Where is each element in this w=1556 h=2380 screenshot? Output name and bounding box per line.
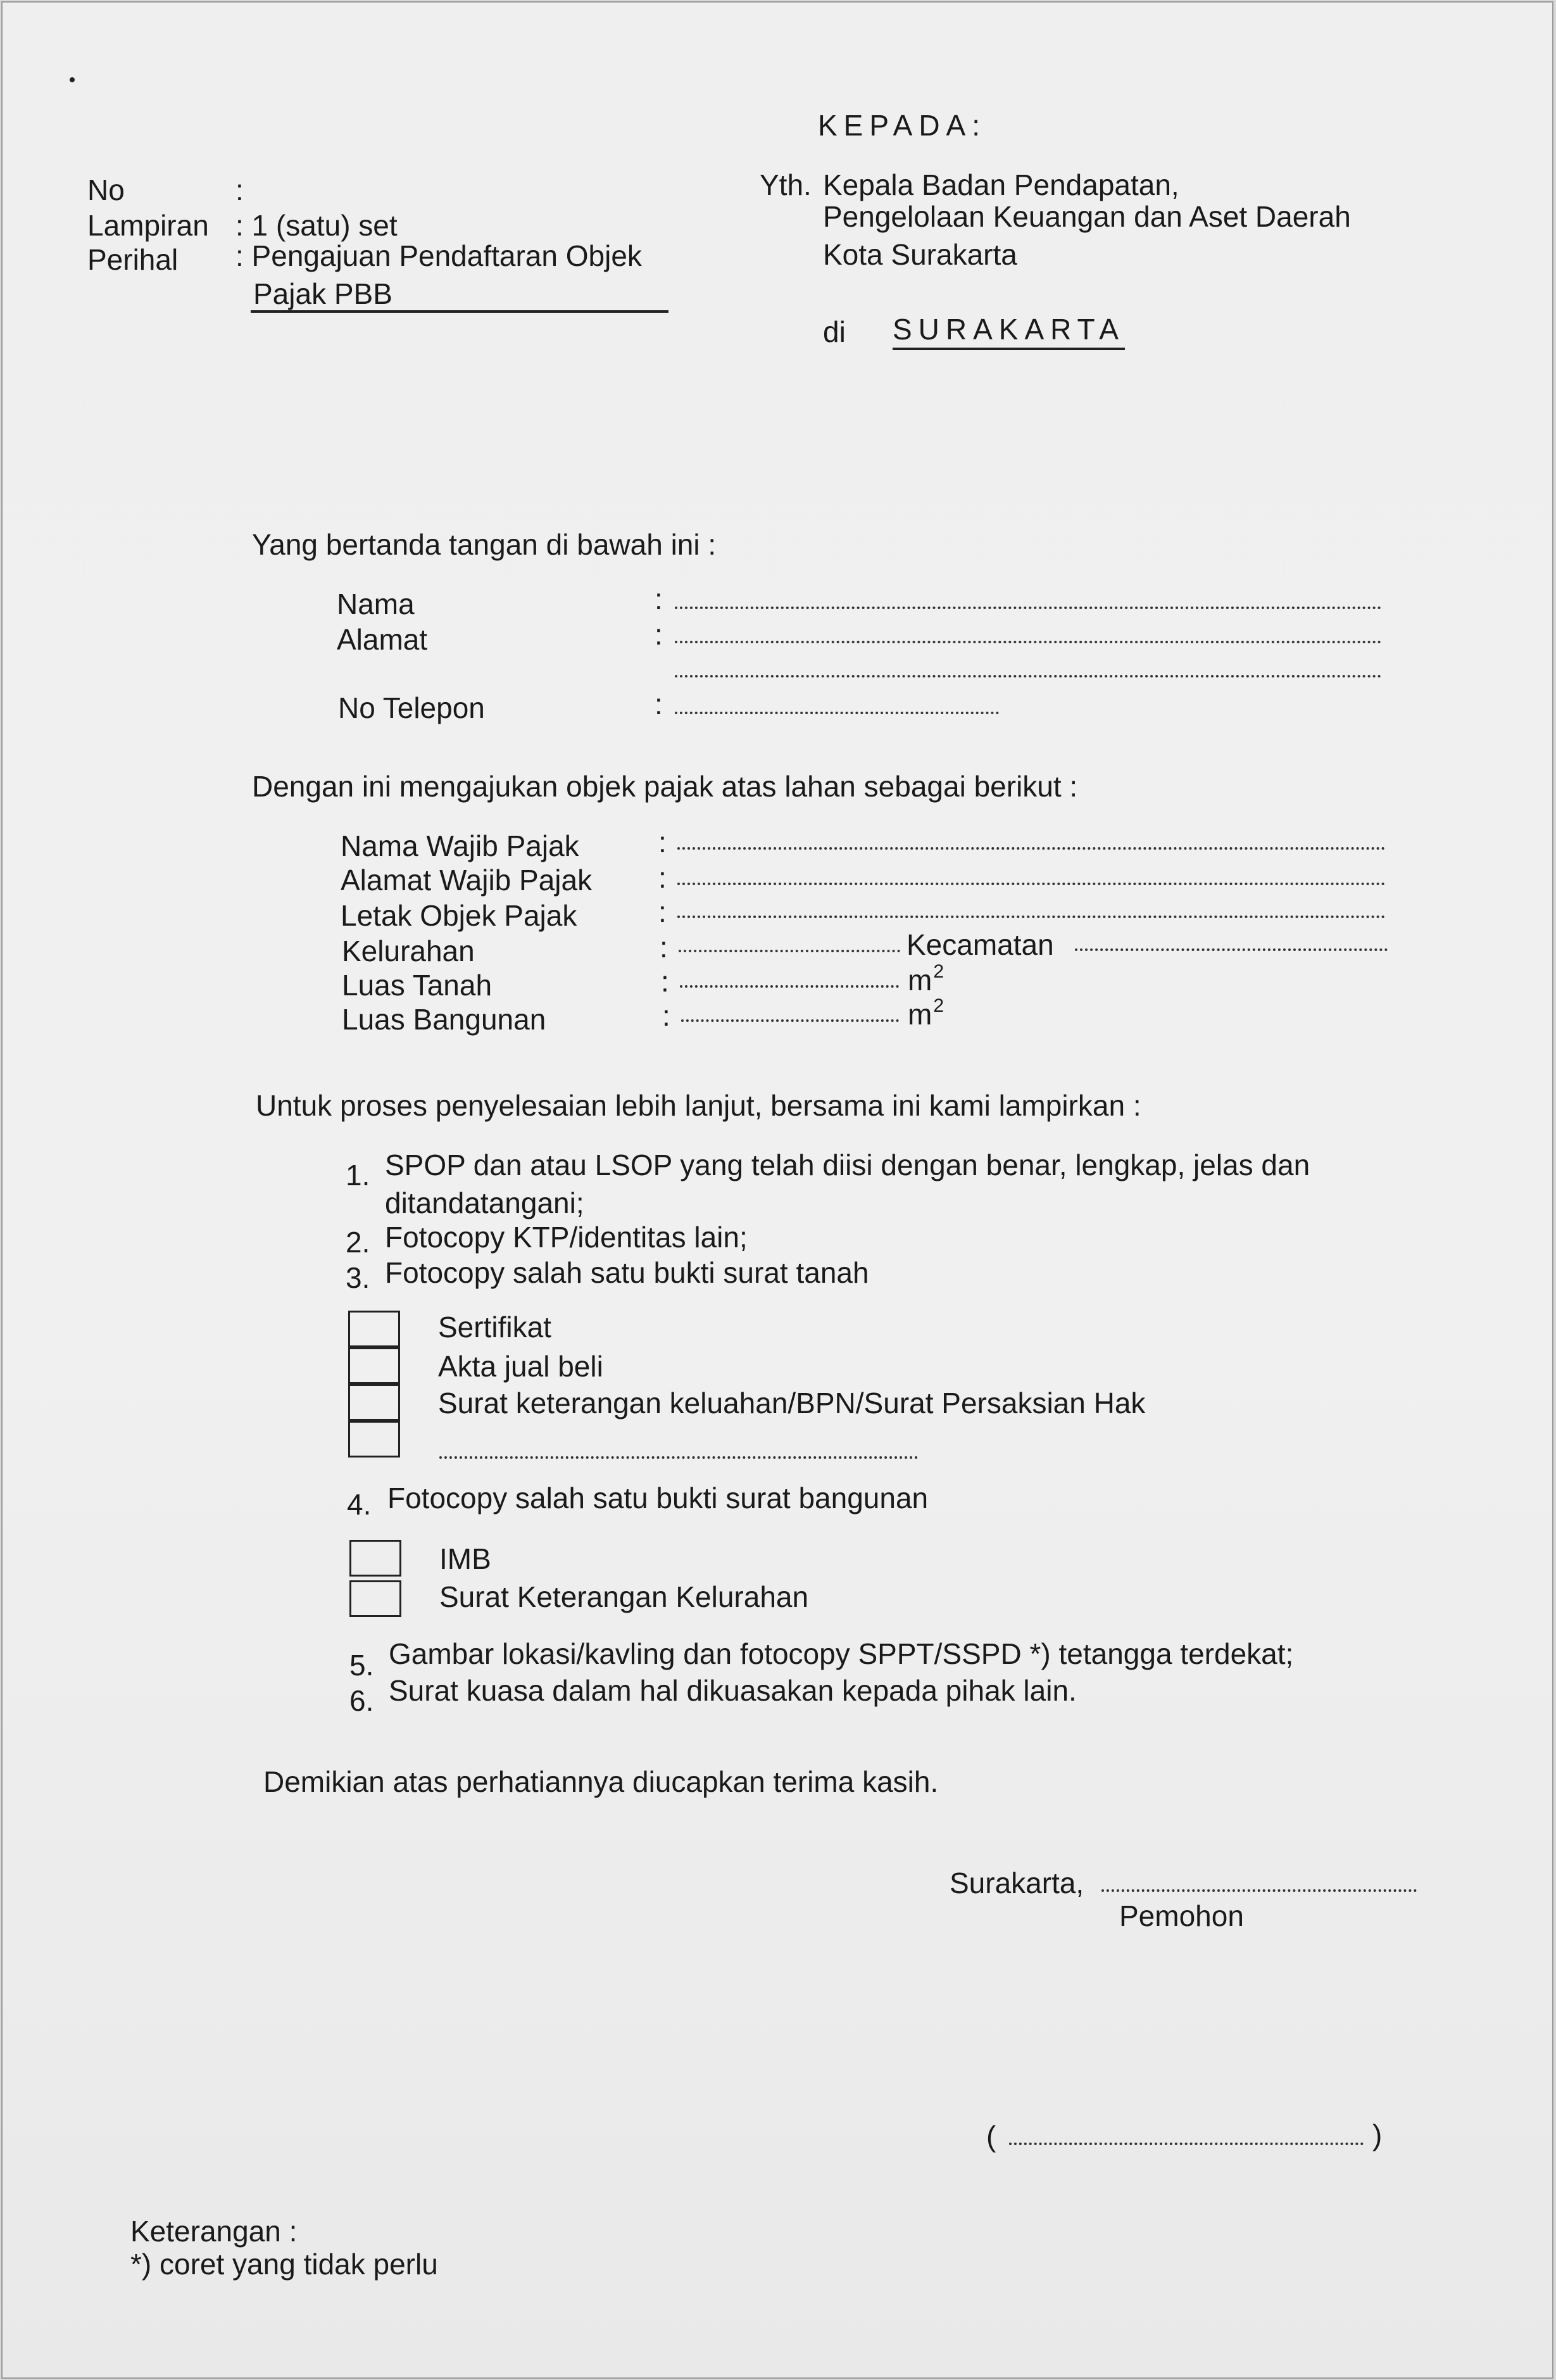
lampiran-value: : 1 (satu) set [235,209,398,242]
alamat-wp-colon: : [658,861,667,894]
closing-text: Demikian atas perhatiannya diucapkan terima kasih. [263,1765,939,1798]
item3-text: Fotocopy salah satu bukti surat tanah [385,1256,869,1289]
item3-number: 3. [346,1261,370,1294]
option-sertifikat: Sertifikat [438,1311,551,1344]
di-label: di [823,315,846,348]
kepada-heading: KEPADA: [818,109,986,142]
attachments-intro: Untuk proses penyelesaian lebih lanjut, bersama ini kami lampirkan : [256,1089,1141,1122]
item6-text: Surat kuasa dalam hal dikuasakan kepada pihak lain. [389,1674,1077,1707]
kecamatan-field[interactable] [1075,927,1388,951]
kelurahan-label: Kelurahan [342,935,475,967]
alamat-wp-field[interactable] [677,861,1385,885]
telepon-field[interactable] [675,690,999,714]
object-intro: Dengan ini mengajukan objek pajak atas lahan sebagai berikut : [252,770,1078,803]
luas-bangunan-field[interactable] [681,998,899,1022]
luas-bangunan-colon: : [662,999,670,1032]
signature-paren-close: ) [1372,2119,1383,2151]
nama-colon: : [655,582,663,615]
yth-label: Yth. [760,168,812,201]
kelurahan-field[interactable] [679,928,900,952]
signature-paren-open: ( [986,2120,996,2153]
checkbox-lainnya[interactable] [348,1421,400,1458]
letak-label: Letak Objek Pajak [341,899,577,932]
luas-tanah-field[interactable] [680,964,899,988]
telepon-colon: : [655,688,663,721]
alamat-label: Alamat [337,623,428,656]
recipient-line1: Kepala Badan Pendapatan, [823,168,1179,201]
item2-text: Fotocopy KTP/identitas lain; [385,1221,748,1254]
nama-label: Nama [337,588,415,620]
luas-bangunan-unit: $m^2$ [908,995,944,1031]
item6-number: 6. [349,1684,374,1717]
option-imb: IMB [439,1542,491,1575]
no-label: No [87,173,125,206]
luas-bangunan-label: Luas Bangunan [342,1003,546,1036]
item1-text: SPOP dan atau LSOP yang telah diisi dengan benar, lengkap, jelas dan [385,1149,1310,1181]
applicant-intro: Yang bertanda tangan di bawah ini : [252,528,717,561]
luas-tanah-colon: : [661,965,669,998]
pemohon-label: Pemohon [1119,1899,1244,1932]
letak-field[interactable] [677,894,1385,918]
letak-colon: : [658,895,667,928]
notes-text: *) coret yang tidak perlu [130,2248,438,2281]
option-lainnya-field[interactable] [439,1435,918,1459]
recipient-line3: Kota Surakarta [823,238,1017,271]
kelurahan-colon: : [660,931,668,964]
item5-text: Gambar lokasi/kavling dan fotocopy SPPT/SSPD *) tetangga terdekat; [389,1637,1294,1670]
perihal-line2: Pajak PBB [253,277,392,310]
lampiran-label: Lampiran [87,209,209,242]
luas-tanah-unit: $m^2$ [908,961,944,997]
item5-number: 5. [349,1649,374,1682]
speck-mark [70,77,75,82]
notes-label: Keterangan : [130,2215,298,2248]
item1-number: 1. [346,1159,370,1192]
date-field[interactable] [1101,1868,1417,1892]
option-surat-keterangan-kelurahan: Surat Keterangan Kelurahan [439,1580,809,1613]
nama-wp-colon: : [658,826,667,859]
nama-wp-field[interactable] [677,826,1385,850]
item4-text: Fotocopy salah satu bukti surat bangunan [387,1482,929,1514]
alamat-field-line2[interactable] [675,653,1381,677]
perihal-label: Perihal [87,243,179,276]
luas-tanah-label: Luas Tanah [342,969,493,1002]
checkbox-akta-jual-beli[interactable] [348,1347,400,1384]
place-label: Surakarta, [950,1867,1084,1899]
perihal-line1: : Pengajuan Pendaftaran Objek [235,239,642,272]
nama-field[interactable] [675,585,1381,609]
item4-number: 4. [347,1488,372,1521]
checkbox-surat-keterangan-kelurahan[interactable] [349,1580,401,1617]
checkbox-surat-keterangan[interactable] [348,1384,400,1421]
document-page [1,1,1553,2379]
telepon-label: No Telepon [338,691,485,724]
item1-text-line2: ditandatangani; [385,1187,584,1219]
alamat-wp-label: Alamat Wajib Pajak [341,864,593,897]
option-surat-keterangan: Surat keterangan keluahan/BPN/Surat Persaksian Hak [438,1387,1146,1420]
alamat-colon: : [655,618,663,651]
checkbox-imb[interactable] [349,1540,401,1577]
item2-number: 2. [346,1226,370,1259]
checkbox-sertifikat[interactable] [348,1311,400,1347]
option-akta-jual-beli: Akta jual beli [438,1350,603,1383]
no-colon: : [235,173,244,206]
recipient-line2: Pengelolaan Keuangan dan Aset Daerah [823,200,1351,233]
city-name: SURAKARTA [893,313,1125,350]
signature-field[interactable] [1009,2121,1364,2145]
perihal-underline [251,310,668,313]
alamat-field[interactable] [675,619,1381,643]
nama-wp-label: Nama Wajib Pajak [341,829,579,862]
kecamatan-label: Kecamatan [907,928,1054,961]
